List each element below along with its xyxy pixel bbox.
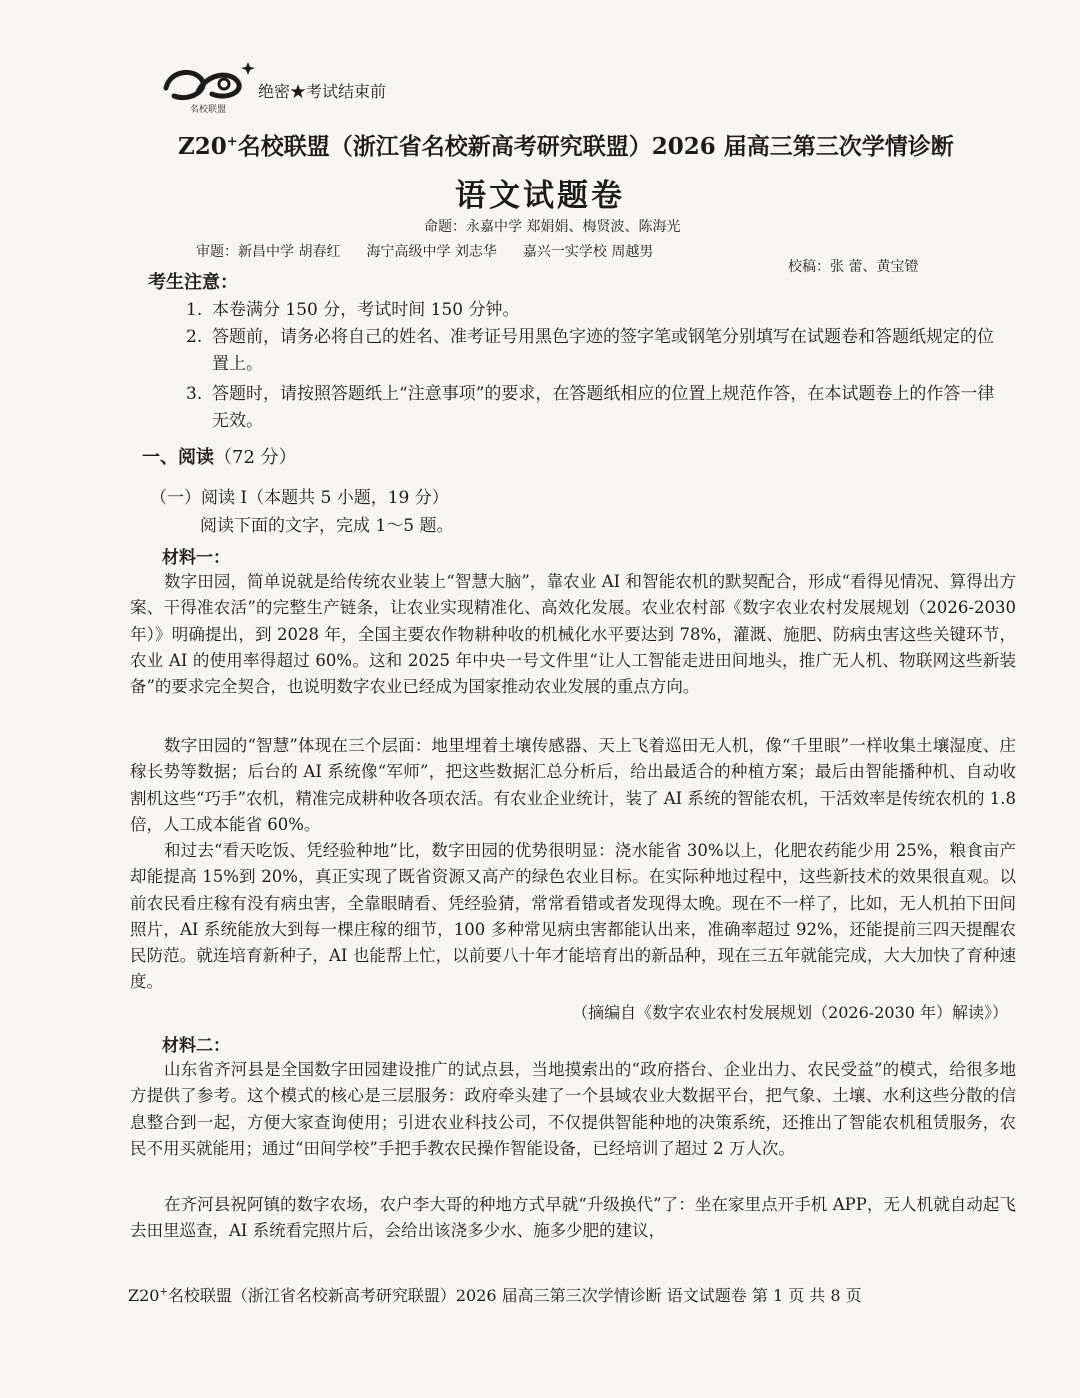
notice-item: 3. 答题时，请按照答题纸上“注意事项”的要求，在答题纸相应的位置上规范作答，在本试题卷上的作答一律无效。 bbox=[186, 384, 995, 431]
reviewers-line: 审题：新昌中学 胡春红 海宁高级中学 刘志华 嘉兴一实学校 周越男 bbox=[196, 244, 654, 260]
union-logo bbox=[160, 58, 256, 116]
notice-heading: 考生注意： bbox=[148, 272, 238, 293]
reading-instruction: 阅读下面的文字，完成 1～5 题。 bbox=[200, 516, 454, 536]
proofreaders-line: 校稿：张 蕾、黄宝镫 bbox=[788, 259, 919, 275]
material-label: 材料二： bbox=[162, 1036, 230, 1056]
part-title: （一）阅读 I（本题共 5 小题，19 分） bbox=[150, 488, 449, 508]
notice-item: 2. 答题前，请务必将自己的姓名、准考证号用黑色字迹的签字笔或钢笔分别填写在试题卷和答题纸规定的位置上。 bbox=[186, 327, 994, 374]
page-footer: Z20+名校联盟（浙江省名校新高考研究联盟）2026 届高三第三次学情诊断 语文试题卷 第 1 页 共 8 页 bbox=[128, 1286, 862, 1305]
subject-title: 语文试题卷 bbox=[455, 178, 625, 214]
paragraph: 和过去“看天吃饭、凭经验种地”比，数字田园的优势很明显：浇水能省 30%以上，化肥农药能少用 25%，粮食亩产却能提高 15%到 20%，真正实现了既省资源又高产的绿色农业目标。在实际种地过程中，这些新技术的效果很直观。以前农民看庄稼有没有病虫害，全靠眼睛看、凭经验猜，常常看错或者发现得太晚。现在不一样了，比如，无人机拍下田间照片，AI 系统能放大到每一棵庄稼的细节，100 多种常见病虫害都能认出来，准确率超过 92%，还能提前三四天提醒农民防范。就连培育新种子，AI 也能帮上忙，以前要八十年才能培育出的新品种，现在三五年就能完成，大大加快了育种速度。 bbox=[130, 841, 1016, 992]
source-citation: （摘编自《数字农业农村发展规划（2026-2030 年）解读》） bbox=[572, 1003, 1008, 1022]
notice-item: 1. 本卷满分 150 分，考试时间 150 分钟。 bbox=[186, 300, 520, 320]
confidential-label: 绝密★考试结束前 bbox=[258, 82, 387, 101]
authors-line: 命题：永嘉中学 郑娟娟、梅贤波、陈海光 bbox=[424, 219, 681, 235]
paragraph: 在齐河县祝阿镇的数字农场，农户李大哥的种地方式早就“升级换代”了：坐在家里点开手机 APP，无人机就自动起飞去田里巡查，AI 系统看完照片后，会给出该浇多少水、施多少肥的建议， bbox=[130, 1195, 1016, 1241]
paragraph: 数字田园的“智慧”体现在三个层面：地里埋着土壤传感器、天上飞着巡田无人机，像“千里眼”一样收集土壤湿度、庄稼长势等数据；后台的 AI 系统像“军师”，把这些数据汇总分析后，给出最适合的种植方案；最后由智能播种机、自动收割机这些“巧手”农机，精准完成耕种收各项农活。有农业企业统计，装了 AI 系统的智能农机，干活效率是传统农机的 1.8 倍，人工成本能省 60%。 bbox=[130, 736, 1016, 834]
paragraph: 山东省齐河县是全国数字田园建设推广的试点县，当地摸索出的“政府搭台、企业出力、农民受益”的模式，给很多地方提供了参考。这个模式的核心是三层服务：政府牵头建了一个县域农业大数据平台，把气象、土壤、水利这些分散的信息整合到一起，方便大家查询使用；引进农业科技公司，不仅提供智能种地的决策系统，还推出了智能农机租赁服务，农民不用买就能用；通过“田间学校”手把手教农民操作智能设备，已经培训了超过 2 万人次。 bbox=[130, 1060, 1016, 1158]
exam-title: Z20+名校联盟（浙江省名校新高考研究联盟）2026 届高三第三次学情诊断 bbox=[178, 133, 954, 160]
material-label: 材料一： bbox=[162, 548, 230, 568]
paragraph: 数字田园，简单说就是给传统农业装上“智慧大脑”，靠农业 AI 和智能农机的默契配合，形成“看得见情况、算得出方案、干得准农活”的完整生产链条，让农业实现精准化、高效化发展。农业农村部《数字农业农村发展规划（2026-2030 年）》明确提出，到 2028 年，全国主要农作物耕种收的机械化水平要达到 78%，灌溉、施肥、防病虫害这些关键环节，农业 AI 的使用率得超过 60%。这和 2025 年中央一号文件里“让人工智能走进田间地头，推广无人机、物联网这些新装备”的要求完全契合，也说明数字农业已经成为国家推动农业发展的重点方向。 bbox=[130, 572, 1016, 697]
section-title: 一、阅读（72 分） bbox=[142, 447, 297, 468]
svg-text:名校联盟: 名校联盟 bbox=[190, 105, 227, 115]
